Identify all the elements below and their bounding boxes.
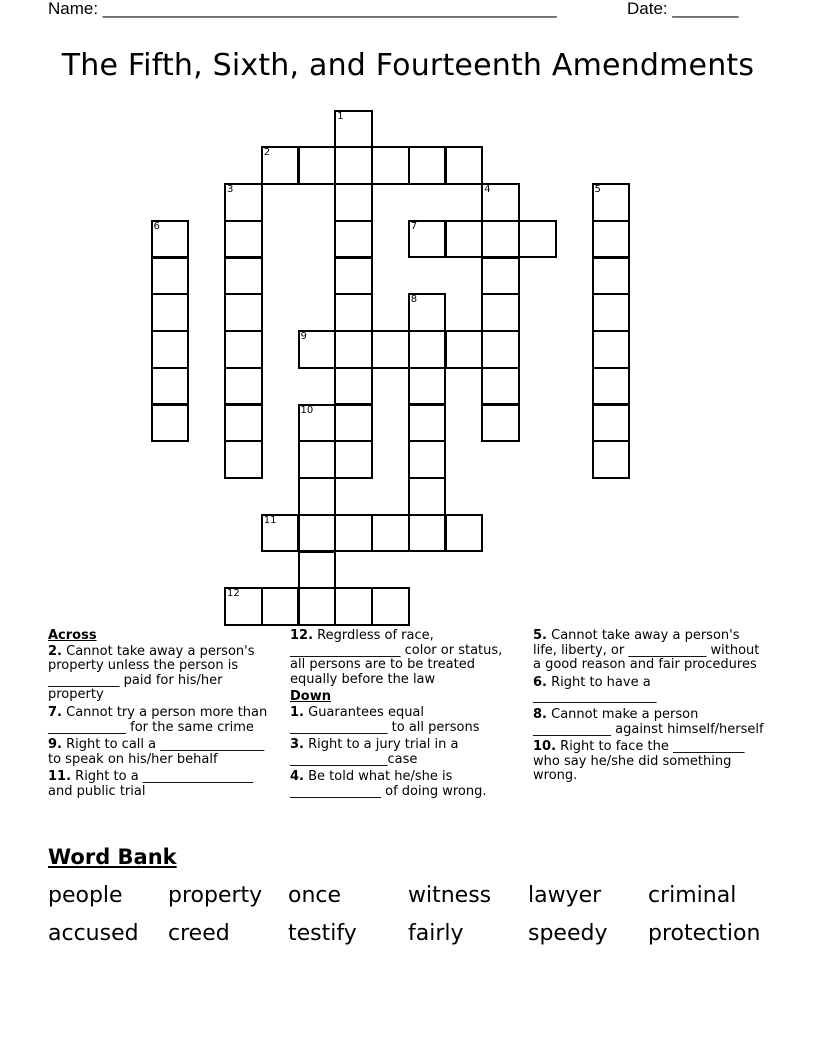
- clue-text: Cannot take away a person's property unless the person is ___________ paid for his/her property: [48, 643, 255, 703]
- crossword-cell[interactable]: [334, 514, 373, 553]
- crossword-cell[interactable]: [261, 587, 300, 626]
- clue-text: Guarantees equal _______________ to all persons: [290, 704, 480, 735]
- clue-item: [290, 629, 520, 687]
- word-bank-word: people: [48, 883, 123, 908]
- crossword-cell[interactable]: [371, 330, 410, 369]
- clue-number-label: 6: [153, 220, 160, 232]
- crossword-cell[interactable]: [334, 330, 373, 369]
- crossword-cell[interactable]: [298, 440, 337, 479]
- crossword-cell[interactable]: [224, 220, 263, 259]
- clue-item: [533, 676, 765, 705]
- crossword-cell[interactable]: [151, 330, 190, 369]
- clues-column-2: [290, 629, 520, 803]
- crossword-cell[interactable]: [408, 367, 447, 406]
- crossword-cell[interactable]: [334, 440, 373, 479]
- crossword-cell[interactable]: [481, 330, 520, 369]
- clue-item: [48, 770, 278, 799]
- crossword-cell[interactable]: [371, 587, 410, 626]
- crossword-cell[interactable]: [334, 257, 373, 296]
- clues-column-1: [48, 629, 278, 803]
- crossword-cell[interactable]: [445, 220, 484, 259]
- crossword-cell[interactable]: [298, 514, 337, 553]
- word-bank-word: testify: [288, 921, 357, 946]
- crossword-cell[interactable]: [261, 146, 300, 185]
- clue-text: Right to call a ________________ to speak on his/her behalf: [48, 737, 265, 767]
- crossword-cell[interactable]: [592, 257, 631, 296]
- crossword-cell[interactable]: [224, 257, 263, 296]
- page-title: The Fifth, Sixth, and Fourteenth Amendments: [61, 48, 755, 83]
- clue-number-label: 1: [337, 110, 344, 122]
- clue-text: Right to have a ___________________: [533, 674, 657, 705]
- crossword-cell[interactable]: [592, 404, 631, 443]
- clue-text: Right to face the ___________ who say he/she did something wrong.: [533, 739, 745, 784]
- crossword-cell[interactable]: [592, 220, 631, 259]
- clue-text: Be told what he/she is ______________ of doing wrong.: [290, 769, 487, 799]
- clue-number: 6.: [533, 674, 547, 690]
- crossword-cell[interactable]: [224, 404, 263, 443]
- word-bank-word: accused: [48, 921, 139, 946]
- crossword-cell[interactable]: [151, 367, 190, 406]
- clue-text: Cannot take away a person's life, liberty, or ____________ without a good reason and fair procedures: [533, 628, 760, 673]
- clue-item: [48, 738, 278, 767]
- crossword-cell[interactable]: [592, 183, 631, 222]
- crossword-cell[interactable]: [481, 220, 520, 259]
- crossword-cell[interactable]: [334, 110, 373, 149]
- crossword-cell[interactable]: [224, 367, 263, 406]
- crossword-cell[interactable]: [592, 440, 631, 479]
- word-bank-word: witness: [408, 883, 492, 908]
- clue-number-label: 10: [300, 404, 314, 416]
- clue-number: 10.: [533, 739, 557, 755]
- clue-number: 1.: [290, 704, 304, 720]
- crossword-cell[interactable]: [445, 146, 484, 185]
- word-bank-word: criminal: [648, 883, 737, 908]
- date-field-label: Date: _______: [627, 0, 739, 18]
- crossword-cell[interactable]: [151, 293, 190, 332]
- crossword-cell[interactable]: [592, 367, 631, 406]
- crossword-cell[interactable]: [224, 440, 263, 479]
- across-heading: Across: [48, 628, 97, 643]
- clue-number-label: 7: [410, 220, 418, 232]
- clue-number-label: 11: [263, 514, 277, 526]
- crossword-cell[interactable]: [408, 330, 447, 369]
- crossword-cell[interactable]: [408, 514, 447, 553]
- crossword-cell[interactable]: [224, 183, 263, 222]
- clue-number-label: 12: [227, 588, 240, 600]
- down-heading: Down: [290, 689, 331, 705]
- crossword-cell[interactable]: [151, 404, 190, 443]
- clue-number: 4.: [290, 769, 304, 785]
- crossword-cell[interactable]: [334, 587, 373, 626]
- crossword-cell[interactable]: [224, 293, 263, 332]
- clue-item: [533, 629, 765, 673]
- crossword-cell[interactable]: [408, 220, 447, 259]
- crossword-cell[interactable]: [518, 220, 557, 259]
- crossword-cell[interactable]: [298, 404, 337, 443]
- crossword-cell[interactable]: [224, 330, 263, 369]
- crossword-cell[interactable]: [408, 146, 447, 185]
- crossword-cell[interactable]: [481, 257, 520, 296]
- crossword-cell[interactable]: [371, 514, 410, 553]
- clue-item: [48, 706, 278, 735]
- clue-number: 2.: [48, 643, 62, 659]
- crossword-cell[interactable]: [334, 146, 373, 185]
- crossword-cell[interactable]: [151, 257, 190, 296]
- word-bank-word: lawyer: [528, 883, 602, 908]
- word-bank-word: property: [168, 883, 263, 908]
- crossword-cell[interactable]: [334, 293, 373, 332]
- crossword-cell[interactable]: [298, 551, 337, 590]
- crossword-cell[interactable]: [592, 293, 631, 332]
- crossword-cell[interactable]: [151, 220, 190, 259]
- clue-text: Right to a jury trial in a _______________case: [290, 737, 459, 767]
- clue-number: 8.: [533, 706, 547, 722]
- clue-number-label: 9: [300, 331, 307, 342]
- clue-number: 7.: [48, 704, 62, 720]
- crossword-cell[interactable]: [298, 587, 337, 626]
- crossword-cell[interactable]: [481, 183, 520, 222]
- clue-number-label: 4: [484, 184, 491, 195]
- crossword-cell[interactable]: [445, 330, 484, 369]
- clue-item: [533, 740, 765, 784]
- name-field-label: Name: ________________________________________________: [48, 0, 557, 18]
- clue-number-label: 3: [227, 184, 234, 195]
- crossword-cell[interactable]: [481, 367, 520, 406]
- crossword-cell[interactable]: [298, 477, 337, 516]
- crossword-cell[interactable]: [371, 146, 410, 185]
- crossword-cell[interactable]: [481, 293, 520, 332]
- crossword-cell[interactable]: [334, 220, 373, 259]
- clue-item: [290, 738, 520, 767]
- word-bank-word: fairly: [408, 921, 464, 946]
- clue-item: [290, 706, 520, 735]
- clue-number: 11.: [48, 769, 72, 785]
- crossword-cell[interactable]: [408, 440, 447, 479]
- clue-number: 12.: [290, 628, 314, 643]
- clue-item: [48, 645, 278, 703]
- word-bank-title: Word Bank: [48, 845, 177, 869]
- word-bank-word: once: [288, 883, 342, 908]
- clue-text: Cannot try a person more than ____________ for the same crime: [48, 704, 268, 735]
- clue-number-label: 5: [594, 184, 601, 195]
- crossword-cell[interactable]: [261, 514, 300, 553]
- clue-item: [533, 708, 765, 737]
- crossword-cell[interactable]: [334, 183, 373, 222]
- word-bank-word: speedy: [528, 921, 608, 946]
- crossword-cell[interactable]: [592, 330, 631, 369]
- crossword-cell[interactable]: [298, 146, 337, 185]
- clue-item: [290, 770, 520, 799]
- crossword-cell[interactable]: [334, 404, 373, 443]
- crossword-cell[interactable]: [445, 514, 484, 553]
- clue-number: 9.: [48, 737, 62, 753]
- crossword-cell[interactable]: [408, 477, 447, 516]
- clue-text: Right to a _________________ and public trial: [48, 769, 254, 799]
- crossword-cell[interactable]: [408, 293, 447, 332]
- clue-number-label: 8: [410, 294, 418, 306]
- clue-number: 5.: [533, 628, 547, 643]
- crossword-cell[interactable]: [334, 367, 373, 406]
- crossword-cell[interactable]: [298, 330, 337, 369]
- word-bank-word: protection: [648, 921, 761, 946]
- clues-column-3: [533, 629, 765, 787]
- clue-number: 3.: [290, 737, 304, 753]
- clue-number-label: 2: [263, 147, 271, 159]
- word-bank-word: creed: [168, 921, 230, 946]
- crossword-cell[interactable]: [224, 587, 263, 626]
- clue-text: Cannot make a person ____________ against himself/herself: [533, 706, 764, 737]
- crossword-cell[interactable]: [481, 404, 520, 443]
- crossword-cell[interactable]: [408, 404, 447, 443]
- clue-text: Regrdless of race, _________________ color or status, all persons are to be treated equally before the law: [290, 628, 503, 687]
